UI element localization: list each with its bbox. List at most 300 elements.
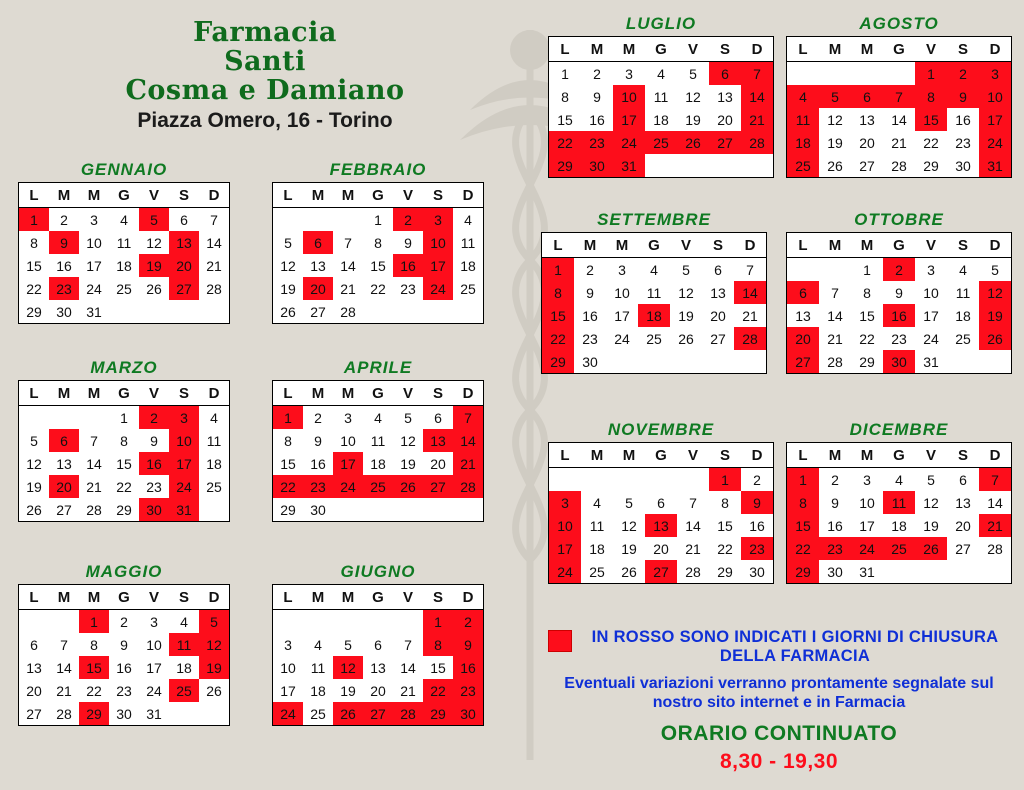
empty-day-cell (49, 610, 79, 634)
day-cell: 16 (310, 455, 326, 472)
day-cell: 15 (557, 111, 573, 128)
day-cell: 9 (831, 494, 839, 511)
day-cell: 4 (593, 494, 601, 511)
closed-day-cell: 13 (645, 514, 677, 537)
closed-day-cell: 16 (139, 452, 169, 475)
day-cell: 29 (280, 501, 296, 518)
day-cell: 10 (340, 432, 356, 449)
day-cell: 9 (404, 234, 412, 251)
day-cell: 2 (60, 211, 68, 228)
weekday-header: M (851, 443, 883, 468)
month-gennaio (18, 160, 230, 324)
day-cell: 17 (280, 682, 296, 699)
closed-day-cell: 5 (199, 610, 230, 634)
pharmacy-address: Piazza Omero, 16 - Torino (137, 109, 393, 133)
empty-day-cell (734, 350, 767, 374)
empty-day-cell (787, 62, 820, 86)
closed-day-cell: 27 (645, 560, 677, 584)
weekday-header-row (542, 233, 767, 258)
day-cell: 11 (589, 517, 605, 534)
weekday-header: G (645, 37, 677, 62)
day-cell: 3 (625, 65, 633, 82)
closed-day-cell: 17 (169, 452, 199, 475)
day-cell: 13 (795, 307, 811, 324)
day-cell: 22 (26, 280, 42, 297)
weekday-header: D (741, 443, 774, 468)
empty-day-cell (606, 350, 638, 374)
day-cell: 11 (206, 432, 222, 449)
empty-day-cell (199, 300, 230, 324)
weekday-header-row (19, 585, 230, 610)
day-cell: 29 (717, 563, 733, 580)
closed-day-cell: 20 (787, 327, 820, 350)
week-row (19, 633, 230, 656)
header (85, 18, 445, 133)
day-cell: 30 (749, 563, 765, 580)
day-cell: 4 (464, 211, 472, 228)
day-cell: 8 (90, 636, 98, 653)
week-row (273, 429, 484, 452)
closed-day-cell: 24 (979, 131, 1012, 154)
day-cell: 17 (923, 307, 939, 324)
month-title: DICEMBRE (849, 420, 949, 439)
week-row (19, 610, 230, 634)
week-row (19, 498, 230, 522)
day-cell: 6 (959, 471, 967, 488)
week-row (787, 154, 1012, 178)
weekday-header: D (734, 233, 767, 258)
day-cell: 19 (340, 682, 356, 699)
closed-day-cell: 23 (581, 131, 613, 154)
day-cell: 2 (753, 471, 761, 488)
week-row (19, 656, 230, 679)
week-row (787, 491, 1012, 514)
closed-day-cell: 8 (915, 85, 947, 108)
week-row (19, 679, 230, 702)
day-cell: 14 (206, 234, 222, 251)
day-cell: 9 (895, 284, 903, 301)
day-cell: 31 (923, 353, 939, 370)
closed-day-cell: 5 (139, 208, 169, 232)
day-cell: 27 (310, 303, 326, 320)
day-cell: 6 (374, 636, 382, 653)
week-row (549, 560, 774, 584)
day-cell: 11 (955, 284, 971, 301)
weekday-header: G (363, 381, 393, 406)
day-cell: 25 (310, 705, 326, 722)
day-cell: 1 (374, 211, 382, 228)
weekday-header: S (947, 443, 979, 468)
closed-day-cell: 17 (549, 537, 582, 560)
closed-day-cell: 25 (169, 679, 199, 702)
day-cell: 19 (685, 111, 701, 128)
day-cell: 12 (678, 284, 694, 301)
empty-day-cell (645, 468, 677, 492)
month-table (786, 232, 1012, 374)
weekday-header: M (613, 443, 645, 468)
week-row (787, 560, 1012, 584)
empty-day-cell (638, 350, 670, 374)
month-settembre (541, 210, 767, 374)
day-cell: 29 (859, 353, 875, 370)
day-cell: 22 (116, 478, 132, 495)
day-cell: 27 (859, 157, 875, 174)
closed-day-cell: 2 (453, 610, 484, 634)
day-cell: 4 (374, 409, 382, 426)
day-cell: 5 (284, 234, 292, 251)
closed-day-cell: 30 (139, 498, 169, 522)
empty-day-cell (613, 468, 645, 492)
month-title: GIUGNO (340, 562, 416, 581)
day-cell: 1 (863, 261, 871, 278)
day-cell: 5 (689, 65, 697, 82)
closed-day-cell: 20 (49, 475, 79, 498)
closed-day-cell: 29 (787, 560, 820, 584)
day-cell: 17 (614, 307, 630, 324)
weekday-header: D (979, 37, 1012, 62)
week-row (787, 304, 1012, 327)
weekday-header: L (273, 183, 304, 208)
day-cell: 31 (146, 705, 162, 722)
weekday-header-row (787, 37, 1012, 62)
weekday-header: G (638, 233, 670, 258)
closed-day-cell: 23 (303, 475, 333, 498)
closed-day-cell: 23 (819, 537, 851, 560)
weekday-header-row (273, 585, 484, 610)
weekday-header-row (273, 381, 484, 406)
week-row (787, 350, 1012, 374)
empty-day-cell (273, 208, 304, 232)
week-row (787, 108, 1012, 131)
day-cell: 14 (56, 659, 72, 676)
closed-day-cell: 16 (453, 656, 484, 679)
empty-day-cell (303, 610, 333, 634)
day-cell: 19 (923, 517, 939, 534)
month-table (272, 380, 484, 522)
empty-day-cell (423, 498, 453, 522)
day-cell: 25 (206, 478, 222, 495)
day-cell: 28 (56, 705, 72, 722)
day-cell: 28 (891, 157, 907, 174)
week-row (273, 231, 484, 254)
weekday-header: G (109, 585, 139, 610)
weekday-header: S (169, 381, 199, 406)
closed-day-cell: 6 (787, 281, 820, 304)
week-row (549, 85, 774, 108)
day-cell: 18 (370, 455, 386, 472)
day-cell: 10 (280, 659, 296, 676)
day-cell: 23 (891, 330, 907, 347)
closed-day-cell: 20 (169, 254, 199, 277)
closed-day-cell: 10 (979, 85, 1012, 108)
week-row (787, 62, 1012, 86)
day-cell: 19 (621, 540, 637, 557)
empty-day-cell (979, 560, 1012, 584)
day-cell: 12 (827, 111, 843, 128)
day-cell: 20 (430, 455, 446, 472)
closed-day-cell: 15 (542, 304, 575, 327)
closed-day-cell: 8 (787, 491, 820, 514)
closed-day-cell: 8 (542, 281, 575, 304)
day-cell: 17 (86, 257, 102, 274)
legend (548, 628, 1010, 774)
day-cell: 21 (206, 257, 222, 274)
opening-hours: 8,30 - 19,30 (719, 750, 839, 774)
weekday-header: V (915, 443, 947, 468)
week-row (549, 154, 774, 178)
week-row (542, 304, 767, 327)
closed-day-cell: 25 (787, 154, 820, 178)
day-cell: 8 (561, 88, 569, 105)
day-cell: 11 (116, 234, 132, 251)
day-cell: 20 (370, 682, 386, 699)
weekday-header: M (851, 233, 883, 258)
day-cell: 15 (280, 455, 296, 472)
day-cell: 21 (827, 330, 843, 347)
week-row (542, 281, 767, 304)
day-cell: 5 (927, 471, 935, 488)
empty-day-cell (393, 610, 423, 634)
day-cell: 21 (56, 682, 72, 699)
month-title: MARZO (90, 358, 158, 377)
week-row (19, 208, 230, 232)
empty-day-cell (49, 406, 79, 430)
closed-day-cell: 20 (303, 277, 333, 300)
empty-day-cell (819, 62, 851, 86)
closed-day-cell: 26 (677, 131, 709, 154)
weekday-header-row (549, 443, 774, 468)
closed-day-cell: 14 (734, 281, 767, 304)
weekday-header: G (645, 443, 677, 468)
month-table (548, 36, 774, 178)
day-cell: 7 (60, 636, 68, 653)
month-table (272, 584, 484, 726)
day-cell: 3 (90, 211, 98, 228)
day-cell: 24 (923, 330, 939, 347)
day-cell: 21 (891, 134, 907, 151)
day-cell: 27 (955, 540, 971, 557)
weekday-header: L (549, 37, 582, 62)
day-cell: 25 (116, 280, 132, 297)
day-cell: 3 (618, 261, 626, 278)
month-title: NOVEMBRE (607, 420, 715, 439)
empty-day-cell (169, 300, 199, 324)
month-table (18, 584, 230, 726)
weekday-header: M (851, 37, 883, 62)
day-cell: 20 (955, 517, 971, 534)
month-table (272, 182, 484, 324)
closed-day-cell: 30 (581, 154, 613, 178)
empty-day-cell (363, 610, 393, 634)
closed-day-cell: 21 (979, 514, 1012, 537)
closed-day-cell: 4 (787, 85, 820, 108)
week-row (19, 300, 230, 324)
closed-day-cell: 1 (787, 468, 820, 492)
closed-day-cell: 16 (883, 304, 915, 327)
closed-day-cell: 3 (549, 491, 582, 514)
closed-day-cell: 6 (303, 231, 333, 254)
weekday-header: M (606, 233, 638, 258)
day-cell: 11 (310, 659, 326, 676)
closed-day-cell: 13 (423, 429, 453, 452)
day-cell: 20 (710, 307, 726, 324)
week-row (273, 656, 484, 679)
day-cell: 3 (150, 613, 158, 630)
closed-day-cell: 22 (273, 475, 304, 498)
month-marzo (18, 358, 230, 522)
week-row (787, 85, 1012, 108)
day-cell: 13 (370, 659, 386, 676)
day-cell: 15 (430, 659, 446, 676)
empty-day-cell (79, 406, 109, 430)
day-cell: 12 (280, 257, 296, 274)
closed-day-cell: 1 (423, 610, 453, 634)
month-title: FEBBRAIO (329, 160, 427, 179)
month-title: MAGGIO (85, 562, 163, 581)
week-row (273, 208, 484, 232)
day-cell: 28 (987, 540, 1003, 557)
day-cell: 4 (180, 613, 188, 630)
day-cell: 10 (923, 284, 939, 301)
day-cell: 7 (344, 234, 352, 251)
day-cell: 7 (831, 284, 839, 301)
closed-day-cell: 31 (979, 154, 1012, 178)
closed-day-cell: 10 (423, 231, 453, 254)
weekday-header: V (915, 37, 947, 62)
weekday-header: G (883, 37, 915, 62)
month-table (548, 442, 774, 584)
day-cell: 18 (955, 307, 971, 324)
weekday-header: V (139, 183, 169, 208)
month-title: OTTOBRE (854, 210, 944, 229)
week-row (273, 702, 484, 726)
month-table (786, 442, 1012, 584)
weekday-header: M (79, 585, 109, 610)
day-cell: 30 (827, 563, 843, 580)
day-cell: 8 (863, 284, 871, 301)
day-cell: 23 (116, 682, 132, 699)
day-cell: 4 (314, 636, 322, 653)
closed-day-cell: 29 (542, 350, 575, 374)
weekday-header: V (139, 381, 169, 406)
closed-day-cell: 15 (787, 514, 820, 537)
closed-day-cell: 29 (79, 702, 109, 726)
week-row (549, 537, 774, 560)
day-cell: 14 (685, 517, 701, 534)
day-cell: 24 (86, 280, 102, 297)
closed-day-cell: 28 (453, 475, 484, 498)
weekday-header: L (273, 381, 304, 406)
closed-day-cell: 26 (393, 475, 423, 498)
day-cell: 26 (827, 157, 843, 174)
day-cell: 26 (146, 280, 162, 297)
day-cell: 24 (614, 330, 630, 347)
closed-day-cell: 7 (883, 85, 915, 108)
empty-day-cell (453, 498, 484, 522)
closed-day-cell: 26 (915, 537, 947, 560)
day-cell: 16 (589, 111, 605, 128)
day-cell: 14 (340, 257, 356, 274)
empty-day-cell (549, 468, 582, 492)
closed-day-cell: 11 (169, 633, 199, 656)
day-cell: 28 (86, 501, 102, 518)
closed-day-cell: 25 (883, 537, 915, 560)
closed-day-cell: 28 (734, 327, 767, 350)
closed-day-cell: 29 (423, 702, 453, 726)
day-cell: 30 (310, 501, 326, 518)
day-cell: 19 (827, 134, 843, 151)
month-maggio (18, 562, 230, 726)
closed-day-cell: 26 (333, 702, 363, 726)
empty-day-cell (787, 258, 820, 282)
weekday-header: G (883, 443, 915, 468)
day-cell: 4 (650, 261, 658, 278)
closed-day-cell: 24 (333, 475, 363, 498)
day-cell: 7 (689, 494, 697, 511)
weekday-header: V (393, 381, 423, 406)
closed-day-cell: 12 (979, 281, 1012, 304)
closed-day-cell: 7 (741, 62, 774, 86)
weekday-header: D (199, 585, 230, 610)
week-row (549, 514, 774, 537)
week-row (19, 429, 230, 452)
weekday-header-row (273, 183, 484, 208)
day-cell: 14 (827, 307, 843, 324)
day-cell: 5 (344, 636, 352, 653)
day-cell: 9 (314, 432, 322, 449)
day-cell: 7 (210, 211, 218, 228)
day-cell: 25 (955, 330, 971, 347)
weekday-header: S (423, 585, 453, 610)
pharmacy-name-line3: Cosma e Damiano (125, 75, 405, 107)
closed-day-cell: 1 (709, 468, 741, 492)
month-ottobre (786, 210, 1012, 374)
day-cell: 18 (891, 517, 907, 534)
closed-day-cell: 29 (549, 154, 582, 178)
weekday-header: S (947, 37, 979, 62)
weekday-header: L (273, 585, 304, 610)
day-cell: 30 (955, 157, 971, 174)
week-row (273, 406, 484, 430)
week-row (19, 475, 230, 498)
day-cell: 9 (150, 432, 158, 449)
closed-day-cell: 17 (979, 108, 1012, 131)
week-row (787, 468, 1012, 492)
day-cell: 12 (621, 517, 637, 534)
weekday-header: D (199, 183, 230, 208)
day-cell: 25 (646, 330, 662, 347)
day-cell: 13 (26, 659, 42, 676)
closed-day-cell: 10 (549, 514, 582, 537)
day-cell: 16 (116, 659, 132, 676)
day-cell: 17 (859, 517, 875, 534)
weekday-header: G (109, 183, 139, 208)
day-cell: 29 (26, 303, 42, 320)
day-cell: 6 (180, 211, 188, 228)
day-cell: 11 (646, 284, 662, 301)
weekday-header: V (393, 585, 423, 610)
closed-day-cell: 3 (979, 62, 1012, 86)
empty-day-cell (363, 498, 393, 522)
weekday-header: M (581, 443, 613, 468)
week-row (19, 254, 230, 277)
week-row (273, 633, 484, 656)
day-cell: 18 (206, 455, 222, 472)
closed-day-cell: 23 (49, 277, 79, 300)
closed-day-cell: 1 (542, 258, 575, 282)
closed-day-cell: 21 (741, 108, 774, 131)
weekday-header: D (453, 183, 484, 208)
